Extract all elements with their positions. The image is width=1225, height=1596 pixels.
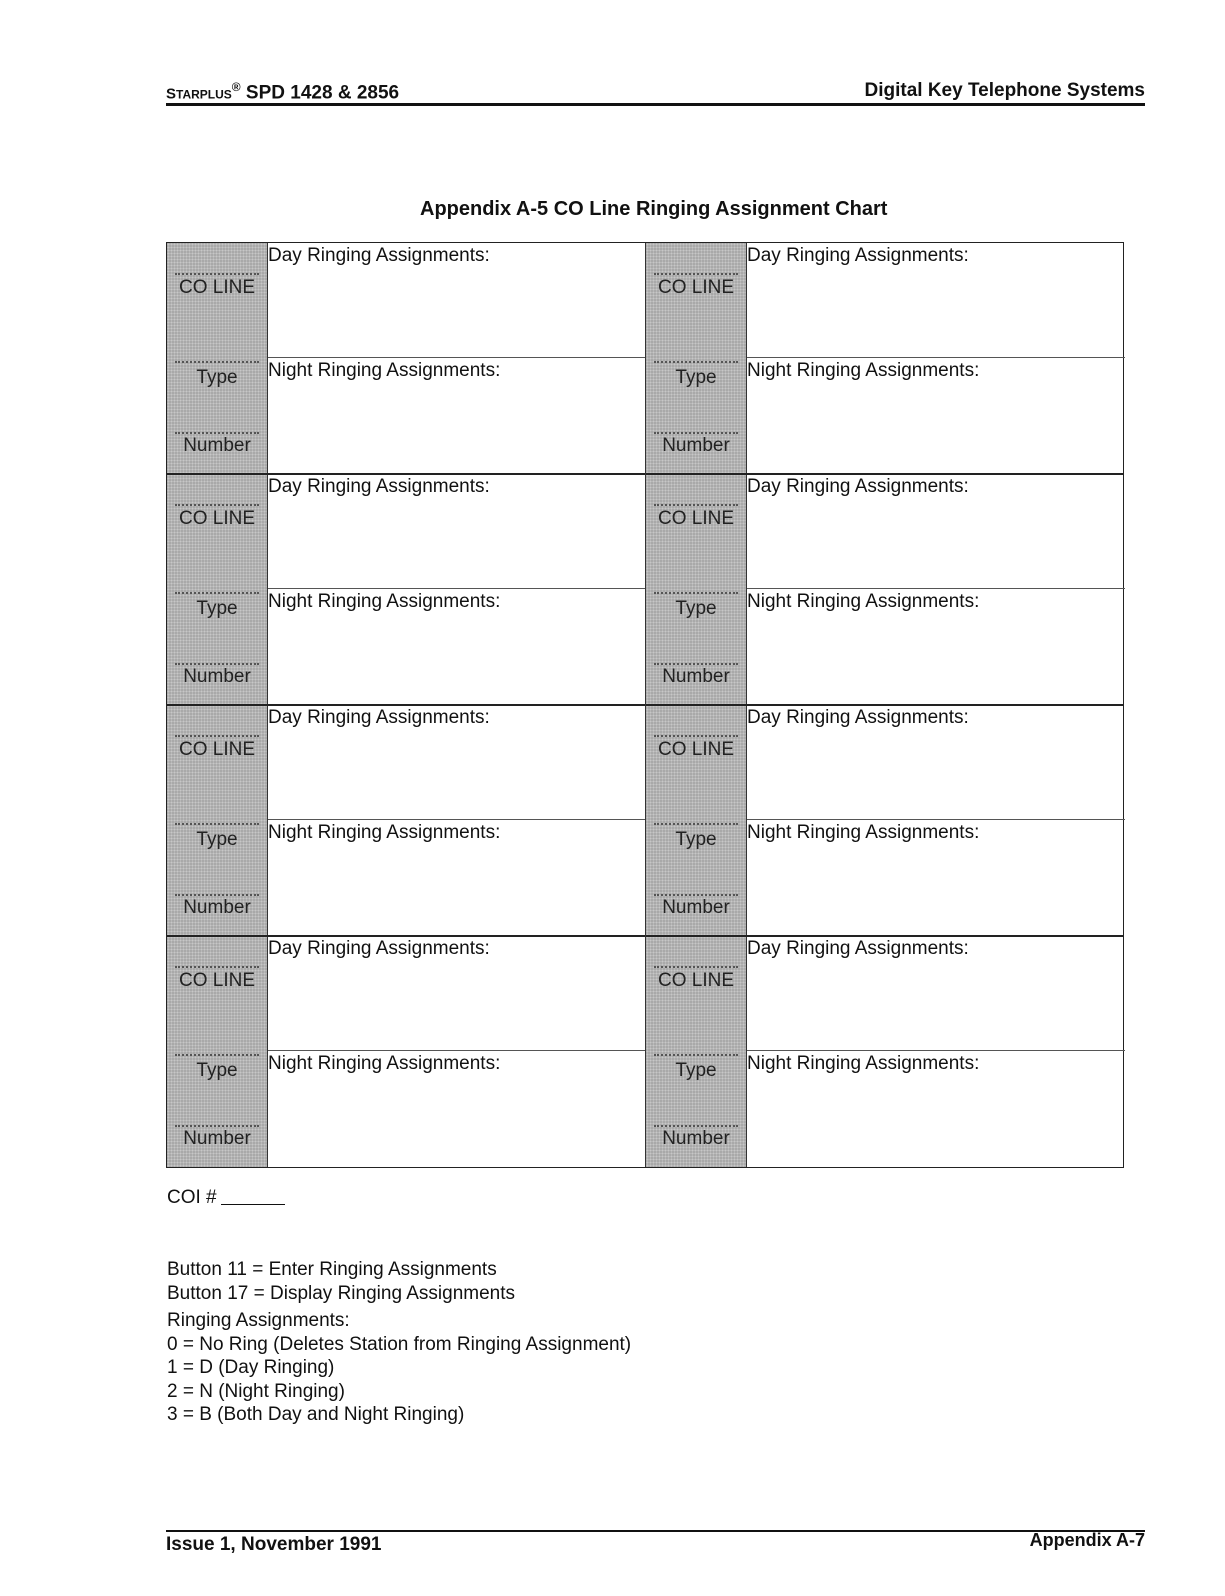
number-label: Number: [183, 435, 251, 456]
type-label: Type: [196, 829, 238, 850]
co-line-block: [646, 243, 1125, 474]
co-line-block: [167, 243, 646, 474]
footer-rule: [166, 1530, 1145, 1532]
legend-heading: Ringing Assignments:: [167, 1310, 350, 1331]
model-number: SPD 1428 & 2856: [245, 82, 400, 104]
coi-blank[interactable]: [221, 1186, 285, 1205]
coi-field: [167, 1186, 285, 1209]
night-ringing-cell[interactable]: [268, 1051, 646, 1167]
night-ringing-cell[interactable]: [747, 1051, 1125, 1167]
night-ringing-label: Night Ringing Assignments:: [268, 1053, 501, 1074]
day-ringing-cell[interactable]: [268, 936, 646, 1051]
legend-button11: Button 11 = Enter Ringing Assignments: [167, 1259, 497, 1280]
day-ringing-label: Day Ringing Assignments:: [268, 938, 490, 959]
night-ringing-cell[interactable]: [747, 358, 1125, 474]
legend-item: 2 = N (Night Ringing): [167, 1380, 345, 1402]
type-label: Type: [675, 1060, 717, 1081]
day-ringing-cell[interactable]: [268, 243, 646, 358]
coi-label: COI #: [167, 1187, 217, 1208]
legend-button17: Button 17 = Display Ringing Assignments: [167, 1282, 516, 1304]
night-ringing-label: Night Ringing Assignments:: [747, 360, 980, 381]
day-ringing-label: Day Ringing Assignments:: [747, 938, 969, 959]
co-line-block: [167, 936, 646, 1167]
type-label: Type: [196, 1060, 238, 1081]
co-line-block: [167, 705, 646, 936]
registered-mark: ®: [231, 80, 241, 94]
ringing-assignment-grid: [166, 242, 1124, 1168]
co-line-sidebar: [167, 243, 268, 474]
co-line-block: [646, 705, 1125, 936]
number-label: Number: [662, 1128, 730, 1149]
day-ringing-cell[interactable]: [747, 243, 1125, 358]
legend: [167, 1258, 631, 1427]
day-ringing-label: Day Ringing Assignments:: [747, 245, 969, 266]
footer-right: Appendix A-7: [1029, 1530, 1145, 1550]
co-line-sidebar: [167, 936, 268, 1167]
co-line-sidebar: [646, 705, 747, 936]
co-line-sidebar: [646, 474, 747, 705]
number-label: Number: [662, 666, 730, 687]
co-line-label: CO LINE: [178, 970, 256, 991]
day-ringing-label: Day Ringing Assignments:: [268, 476, 490, 497]
day-ringing-cell[interactable]: [268, 705, 646, 820]
number-label: Number: [183, 897, 251, 918]
number-label: Number: [183, 666, 251, 687]
type-label: Type: [196, 367, 238, 388]
co-line-sidebar: [646, 243, 747, 474]
night-ringing-label: Night Ringing Assignments:: [268, 591, 501, 612]
co-line-block: [646, 474, 1125, 705]
co-line-block: [646, 936, 1125, 1167]
legend-item: 3 = B (Both Day and Night Ringing): [167, 1404, 465, 1425]
type-label: Type: [196, 598, 238, 619]
co-line-block: [167, 474, 646, 705]
night-ringing-label: Night Ringing Assignments:: [268, 360, 501, 381]
night-ringing-label: Night Ringing Assignments:: [747, 591, 980, 612]
co-line-sidebar: [167, 705, 268, 936]
co-line-label: CO LINE: [178, 739, 256, 760]
night-ringing-cell[interactable]: [268, 589, 646, 705]
night-ringing-cell[interactable]: [268, 820, 646, 936]
co-line-label: CO LINE: [178, 277, 256, 298]
day-ringing-cell[interactable]: [747, 474, 1125, 589]
type-label: Type: [675, 598, 717, 619]
type-label: Type: [675, 367, 717, 388]
legend-item: 0 = No Ring (Deletes Station from Ringing Assignment): [167, 1333, 632, 1355]
co-line-sidebar: [167, 474, 268, 705]
number-label: Number: [662, 897, 730, 918]
day-ringing-label: Day Ringing Assignments:: [747, 707, 969, 728]
header-right: Digital Key Telephone Systems: [864, 80, 1145, 101]
night-ringing-cell[interactable]: [268, 358, 646, 474]
day-ringing-label: Day Ringing Assignments:: [268, 707, 490, 728]
co-line-sidebar: [646, 936, 747, 1167]
legend-item: 1 = D (Day Ringing): [167, 1357, 335, 1378]
night-ringing-label: Night Ringing Assignments:: [268, 822, 501, 843]
co-line-label: CO LINE: [657, 508, 735, 529]
day-ringing-label: Day Ringing Assignments:: [268, 245, 490, 266]
night-ringing-cell[interactable]: [747, 589, 1125, 705]
brand-initial: S: [166, 85, 177, 103]
day-ringing-label: Day Ringing Assignments:: [747, 476, 969, 497]
day-ringing-cell[interactable]: [268, 474, 646, 589]
number-label: Number: [662, 435, 730, 456]
column-separator: [645, 243, 646, 1167]
night-ringing-label: Night Ringing Assignments:: [747, 1053, 980, 1074]
co-line-label: CO LINE: [657, 277, 735, 298]
chart-title: Appendix A-5 CO Line Ringing Assignment Chart: [420, 198, 888, 220]
footer-left: Issue 1, November 1991: [166, 1534, 382, 1555]
header-rule: [166, 103, 1145, 106]
number-label: Number: [183, 1128, 251, 1149]
night-ringing-label: Night Ringing Assignments:: [747, 822, 980, 843]
header-title: [166, 80, 399, 104]
type-label: Type: [675, 829, 717, 850]
night-ringing-cell[interactable]: [747, 820, 1125, 936]
co-line-label: CO LINE: [178, 508, 256, 529]
day-ringing-cell[interactable]: [747, 705, 1125, 820]
co-line-label: CO LINE: [657, 739, 735, 760]
day-ringing-cell[interactable]: [747, 936, 1125, 1051]
brand-rest: TARPLUS: [176, 87, 232, 102]
co-line-label: CO LINE: [657, 970, 735, 991]
